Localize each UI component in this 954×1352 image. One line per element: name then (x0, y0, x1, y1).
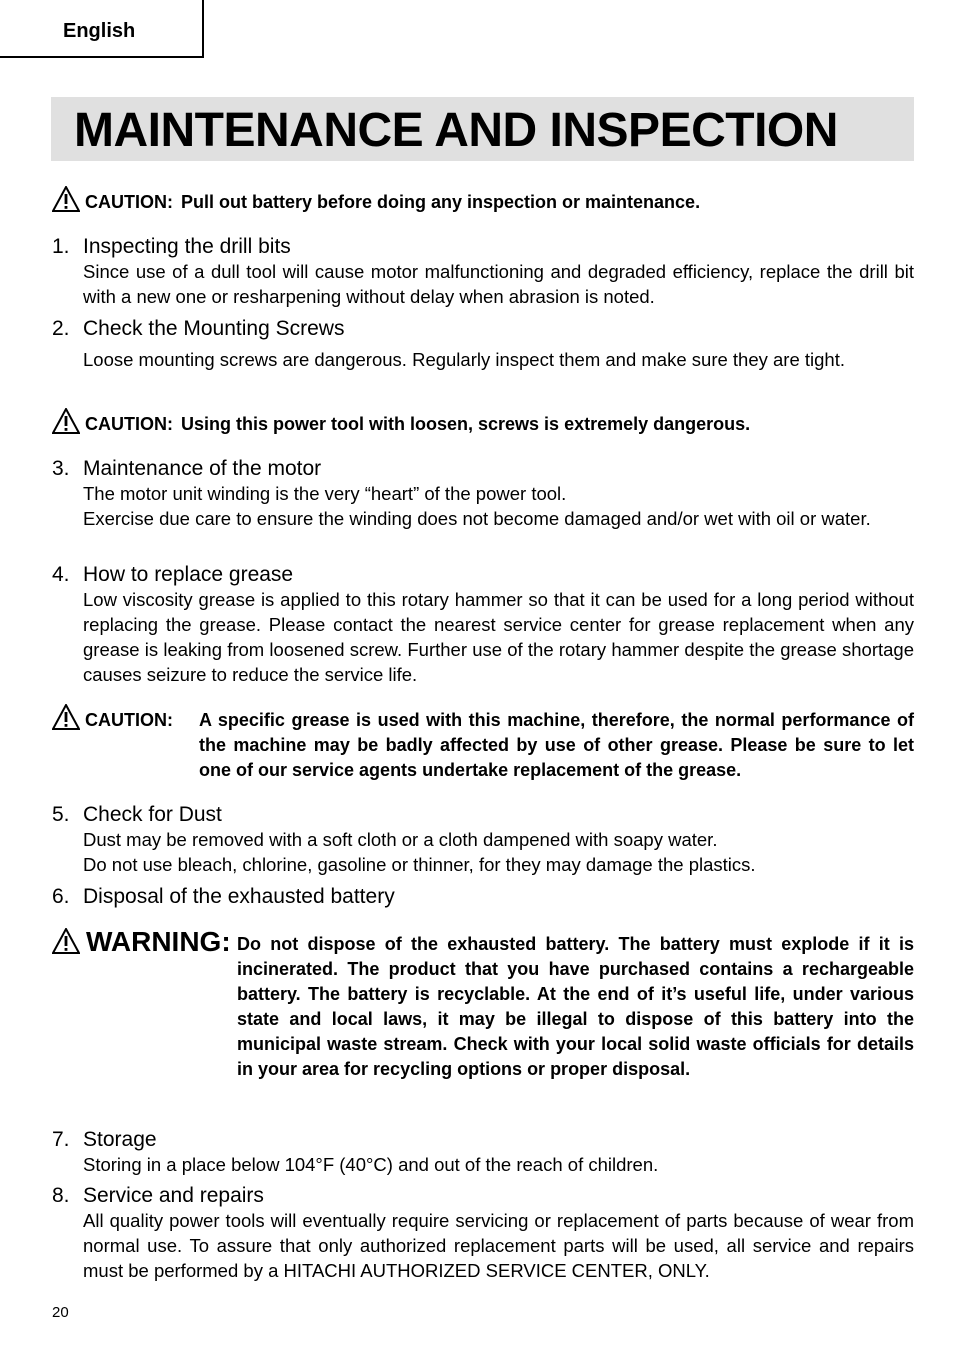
caution-top (85, 190, 700, 215)
caution-label: CAUTION: (85, 710, 173, 730)
item-title-dust: Check for Dust (83, 803, 222, 826)
item-text: All quality power tools will eventually require servicing or replacement of parts because of wear from normal use. To assure that only authorized replacement parts will be used, all service and repairs must be performed by a HITACHI AUTHORIZED SERVICE CENTER, ONLY. (83, 1210, 914, 1281)
item-number: 6. (52, 885, 70, 908)
caution-label: CAUTION: (85, 192, 173, 212)
item-title-inspecting-drill-bits: Inspecting the drill bits (83, 235, 291, 258)
item-title-motor: Maintenance of the motor (83, 457, 322, 480)
warning-triangle-icon (52, 928, 80, 954)
item-text (83, 481, 914, 531)
item-number: 8. (52, 1184, 70, 1207)
item-number: 1. (52, 235, 70, 258)
warning-triangle-icon (52, 186, 80, 212)
item-title-battery-disposal: Disposal of the exhausted battery (83, 885, 395, 908)
warning-triangle-icon (52, 704, 80, 730)
item-text-line: Exercise due care to ensure the winding does not become damaged and/or wet with oil or water. (83, 508, 871, 529)
item-number: 5. (52, 803, 70, 826)
caution-text: A specific grease is used with this machine, therefore, the normal performance of the machine may be badly affected by use of other grease. Please be sure to let one of our service agents undertake replacement of the grease. (199, 710, 914, 780)
warning-label: WARNING: (86, 926, 231, 957)
title-bar (51, 97, 914, 161)
item-number: 2. (52, 317, 70, 340)
item-text (83, 827, 914, 877)
item-text-line: The motor unit winding is the very “heart” of the power tool. (83, 483, 567, 504)
page-title: MAINTENANCE AND INSPECTION (74, 104, 838, 157)
item-title-storage: Storage (83, 1128, 157, 1151)
warning-triangle-icon (52, 408, 80, 434)
caution-text: Using this power tool with loosen, screws is extremely dangerous. (181, 414, 751, 434)
item-text: Loose mounting screws are dangerous. Regularly inspect them and make sure they are tight. (83, 349, 845, 370)
item-title-grease: How to replace grease (83, 563, 294, 586)
item-text: Low viscosity grease is applied to this rotary hammer so that it can be used for a long period without replacing the grease. Please contact the nearest service center for grease replacement when any grease is leaking from loosened screw. Further use of the rotary hammer despite the grease shortage causes seizure to reduce the service life. (83, 589, 914, 685)
item-title-mounting-screws: Check the Mounting Screws (83, 317, 345, 340)
item-title-service: Service and repairs (83, 1184, 264, 1207)
language-tab (0, 0, 204, 58)
item-number: 7. (52, 1128, 70, 1151)
language-label: English (63, 20, 136, 42)
caution-screws (85, 412, 750, 437)
item-number: 4. (52, 563, 70, 586)
warning-text: Do not dispose of the exhausted battery. The battery must explode if it is incinerated. The product that you have purchased contains a rechargeable battery. The battery is recyclable. At the end of it’s useful life, under various state and local laws, it may be illegal to dispose of this battery into the municipal waste stream. Check with your local solid waste officials for details in your area for recycling options or proper disposal. (237, 934, 914, 1079)
item-number: 3. (52, 457, 70, 480)
caution-text: Pull out battery before doing any inspection or maintenance. (181, 192, 701, 212)
item-text: Since use of a dull tool will cause motor malfunctioning and degraded efficiency, replace the drill bit with a new one or resharpening without delay when abrasion is noted. (83, 261, 914, 307)
caution-label: CAUTION: (85, 414, 173, 434)
item-text-line: Dust may be removed with a soft cloth or a cloth dampened with soapy water. (83, 829, 718, 850)
item-text-line: Do not use bleach, chlorine, gasoline or thinner, for they may damage the plastics. (83, 854, 756, 875)
item-text: Storing in a place below 104°F (40°C) and out of the reach of children. (83, 1154, 659, 1175)
page-number: 20 (52, 1304, 69, 1321)
